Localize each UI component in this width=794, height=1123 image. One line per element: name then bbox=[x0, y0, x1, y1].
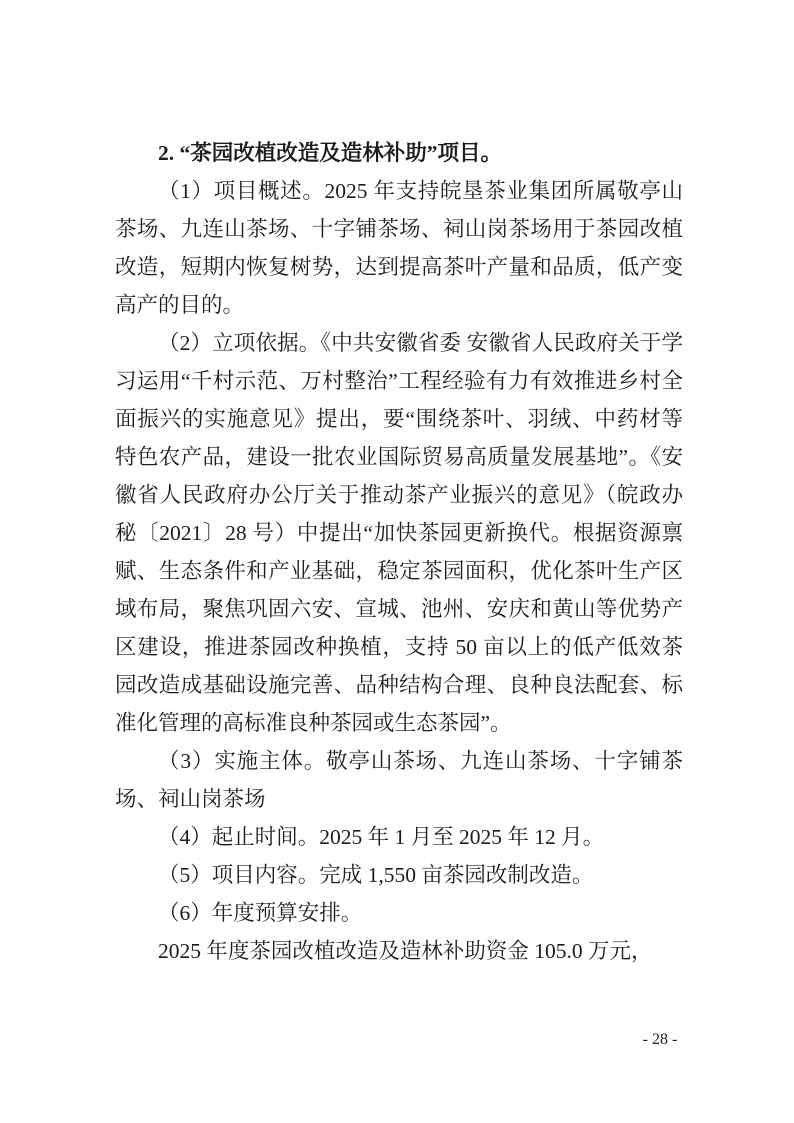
paragraph: （4）起止时间。2025 年 1 月至 2025 年 12 月。 bbox=[158, 825, 605, 849]
paragraph-container bbox=[115, 172, 683, 970]
document-body bbox=[115, 134, 683, 970]
paragraph: （2）立项依据。《中共安徽省委 安徽省人民政府关于学习运用“千村示范、万村整治”工程经验有力有效推进乡村全面振兴的实施意见》提出，要“围绕茶叶、羽绒、中药材等特色农产品，建设一批农业国际贸易高质量发展基地”。《安徽省人民政府办公厅关于推动茶产业振兴的意见》（皖政办秘〔2021〕28 号）中提出“加快茶园更新换代。根据资源禀赋、生态条件和产业基础，稳定茶园面积，优化茶叶生产区域布局，聚焦巩固六安、宣城、池州、安庆和黄山等优势产区建设，推进茶园改种换植，支持 50 亩以上的低产低效茶园改造成基础设施完善、品种结构合理、良种良法配套、标准化管理的高标准良种茶园或生态茶园”。 bbox=[115, 331, 683, 735]
page-number: - 28 - bbox=[642, 1031, 678, 1048]
paragraph: （3）实施主体。敬亭山茶场、九连山茶场、十字铺茶场、祠山岗茶场 bbox=[115, 749, 683, 811]
paragraph: （1）项目概述。2025 年支持皖垦茶业集团所属敬亭山茶场、九连山茶场、十字铺茶场、祠山岗茶场用于茶园改植改造，短期内恢复树势，达到提高茶叶产量和品质，低产变高产的目的。 bbox=[115, 179, 683, 317]
paragraph: （5）项目内容。完成 1,550 亩茶园改制改造。 bbox=[158, 863, 594, 887]
section-heading: 2. “茶园改植改造及造林补助”项目。 bbox=[158, 141, 503, 165]
paragraph: （6）年度预算安排。 bbox=[158, 901, 363, 925]
paragraph: 2025 年度茶园改植改造及造林补助资金 105.0 万元， bbox=[158, 939, 653, 963]
